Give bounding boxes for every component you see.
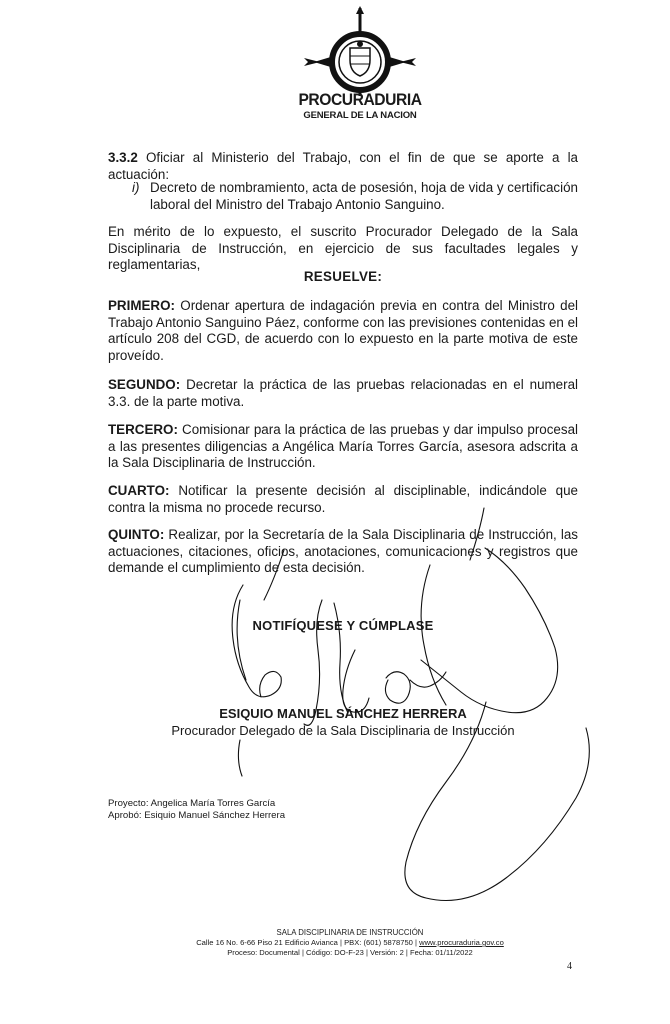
primero-paragraph [108, 298, 578, 364]
cuarto-paragraph [108, 483, 578, 516]
primero-label: PRIMERO: [108, 298, 175, 313]
footer-address: Calle 16 No. 6-66 Piso 21 Edificio Avianca | PBX: (601) 5878750 | [196, 938, 420, 947]
footer-line3: Proceso: Documental | Código: DO-F-23 | Versión: 2 | Fecha: 01/11/2022 [227, 948, 473, 957]
tercero-label: TERCERO: [108, 422, 178, 437]
aprobo-line: Aprobó: Esiquio Manuel Sánchez Herrera [108, 810, 286, 821]
quinto-text: Realizar, por la Secretaría de la Sala Disciplinaria de Instrucción, las actuaciones, citaciones, oficios, anotaciones, comunicaciones y registros que demande el cumplimiento de esta decisión. [108, 527, 578, 575]
list-item-number: i) [132, 180, 140, 195]
paragraph-332 [108, 150, 578, 183]
segundo-text: Decretar la práctica de las pruebas relacionadas en el numeral 3.3. de la parte motiva. [108, 377, 578, 409]
website-link[interactable]: www.procuraduria.gov.co [419, 938, 504, 947]
resuelve-heading: RESUELVE: [303, 269, 383, 284]
proyecto-line: Proyecto: Angelica María Torres García [108, 798, 276, 809]
cuarto-label: CUARTO: [108, 483, 170, 498]
paragraph-332-number: 3.3.2 [108, 150, 138, 165]
merito-paragraph: En mérito de lo expuesto, el suscrito Procurador Delegado de la Sala Disciplinaria de Instrucción, en ejercicio de sus facultades legales y reglamentarias, [108, 224, 578, 272]
footer [160, 928, 540, 958]
notifiquese-heading: NOTIFÍQUESE Y CÚMPLASE [252, 618, 434, 633]
quinto-label: QUINTO: [108, 527, 165, 542]
footer-line1: SALA DISCIPLINARIA DE INSTRUCCIÓN [276, 928, 424, 937]
segundo-label: SEGUNDO: [108, 377, 181, 392]
signer-name: ESIQUIO MANUEL SÁNCHEZ HERRERA [219, 706, 467, 721]
org-subtitle: GENERAL DE LA NACION [303, 110, 417, 121]
signer-title: Procurador Delegado de la Sala Disciplinaria de Instrucción [171, 723, 515, 738]
segundo-paragraph [108, 377, 578, 410]
list-item [132, 180, 578, 213]
paragraph-332-text: Oficiar al Ministerio del Trabajo, con el fin de que se aporte a la actuación: [108, 150, 578, 182]
tercero-text: Comisionar para la práctica de las pruebas y dar impulso procesal a las presentes diligencias a Angélica María Torres García, asesora adscrita a la Sala Disciplinaria de Instrucción. [108, 422, 578, 470]
primero-text: Ordenar apertura de indagación previa en contra del Ministro del Trabajo Antonio Sanguino Páez, conforme con las previsiones contenidas en el artículo 208 del CGD, de acuerdo con lo expuesto en la parte motiva de este proveído. [108, 298, 578, 363]
org-name: PROCURADURIA [298, 90, 422, 109]
quinto-paragraph [108, 527, 578, 577]
tercero-paragraph [108, 422, 578, 472]
list-item-text: Decreto de nombramiento, acta de posesión, hoja de vida y certificación laboral del Ministro del Trabajo Antonio Sanguino. [150, 180, 578, 212]
footer-line2 [160, 938, 540, 948]
cuarto-text: Notificar la presente decisión al disciplinable, indicándole que contra la misma no procede recurso. [108, 483, 578, 515]
page-number: 4 [567, 961, 572, 972]
